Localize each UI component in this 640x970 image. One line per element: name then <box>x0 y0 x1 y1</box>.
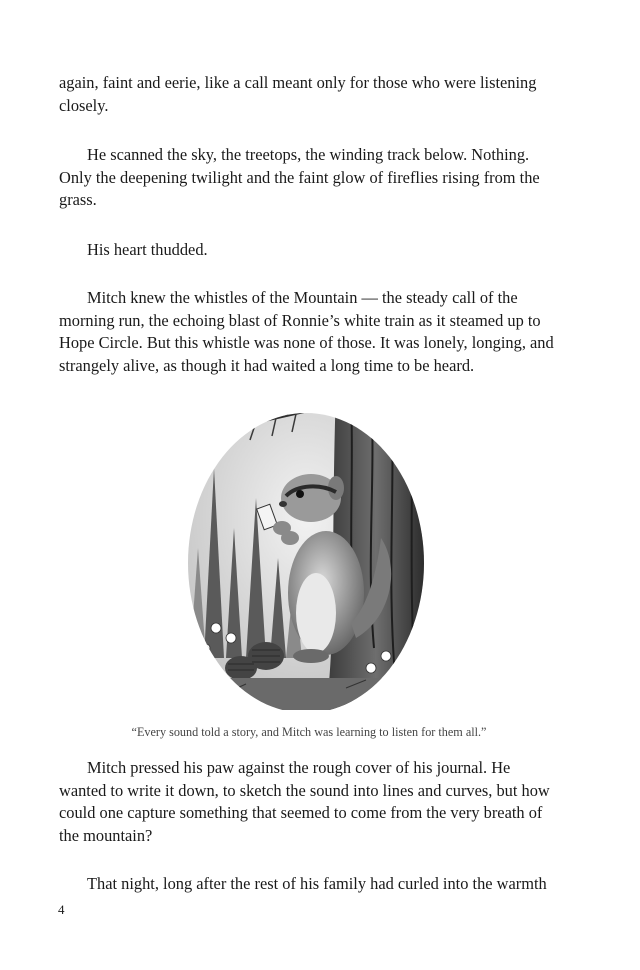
chipmunk-illustration <box>186 388 426 710</box>
paragraph-journal: Mitch pressed his paw against the rough cover of his journal. He wanted to write it down, to sketch the sound into lines and curves, but how could one capture something that seemed to come from the very breath of the mountain? <box>59 758 550 845</box>
paragraph-heart-thudded: His heart thudded. <box>87 240 208 259</box>
chipmunk-drawing <box>186 388 426 710</box>
paragraph-whistles: Mitch knew the whistles of the Mountain — the steady call of the morning run, the echoing blast of Ronnie’s white train as it steamed up to Hope Circle. But this whistle was none of those. It was lonely, longing, and strangely alive, as though it had waited a long time to be heard. <box>59 288 554 375</box>
paragraph-that-night: That night, long after the rest of his family had curled into the warmth <box>87 874 547 893</box>
paragraph-continued: again, faint and eerie, like a call meant only for those who were listening closely. <box>59 73 537 115</box>
page-number: 4 <box>58 902 65 917</box>
illustration-caption: “Every sound told a story, and Mitch was learning to listen for them all.” <box>131 725 487 739</box>
paragraph-scanned-sky: He scanned the sky, the treetops, the winding track below. Nothing. Only the deepening twilight and the faint glow of fireflies rising from the grass. <box>59 145 540 209</box>
